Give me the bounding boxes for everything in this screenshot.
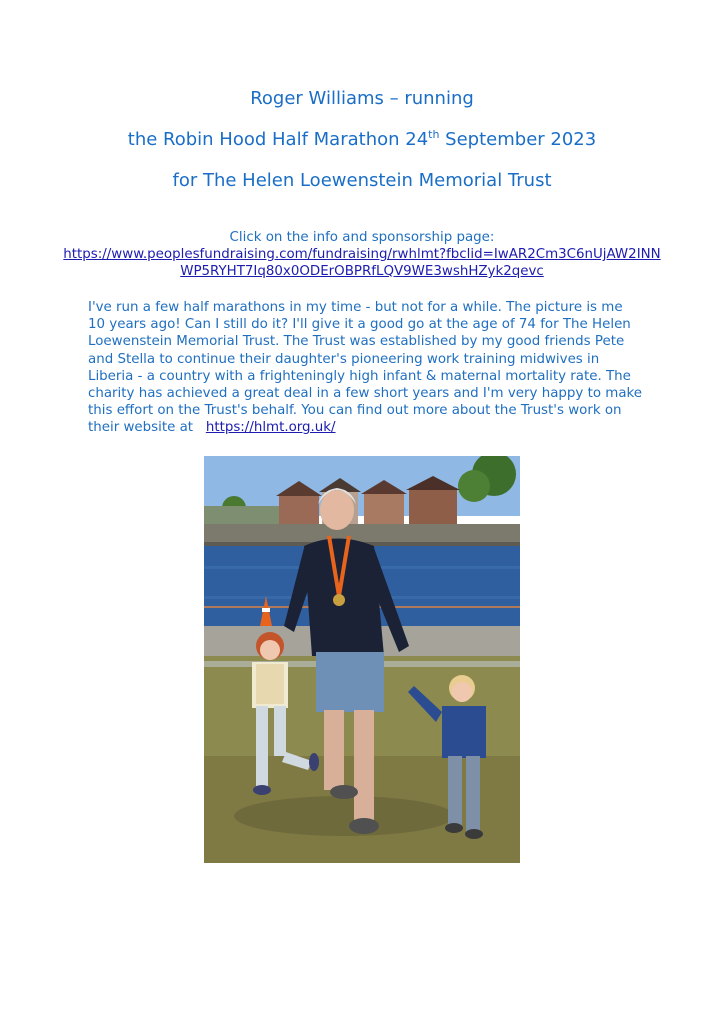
title-line-2-superscript: th <box>428 128 440 141</box>
title-line-2 <box>0 129 724 150</box>
body-text: I've run a few half marathons in my time - but not for a while. The picture is me 10 years ago! Can I still do it? I'll give it a good go at the age of 74 for The Helen Loewenstein Memorial Trust. The Trust was established by my good friends Pete and Stella to continue their daughter's pioneering work training midwives in Liberia - a country with a frighteningly high infant & maternal mortality rate. The charity has achieved a great deal in a few short years and I'm very happy to make this effort on the Trust's behalf. You can find out more about the Trust's work on their website at <box>88 300 643 436</box>
title-line-2-prefix: the Robin Hood Half Marathon 24 <box>127 129 429 150</box>
photo-illustration <box>204 456 520 863</box>
website-link[interactable]: https://hlmt.org.uk/ <box>205 420 336 436</box>
body-paragraph <box>88 299 643 437</box>
title-line-2-suffix: September 2023 <box>439 129 597 150</box>
title-line-3: for The Helen Loewenstein Memorial Trust <box>172 170 552 191</box>
title-line-1: Roger Williams – running <box>250 88 474 109</box>
sponsorship-link[interactable]: https://www.peoplesfundraising.com/fundraising/rwhlmt?fbclid=IwAR2Cm3C6nUjAW2INNWP5RYHT7Iq80x0ODErOBPRfLQV9WE3wshHZyk2qevc <box>63 247 661 279</box>
sponsorship-info <box>60 229 664 280</box>
sponsorship-intro: Click on the info and sponsorship page: <box>229 230 495 245</box>
marathon-photo <box>204 456 520 863</box>
